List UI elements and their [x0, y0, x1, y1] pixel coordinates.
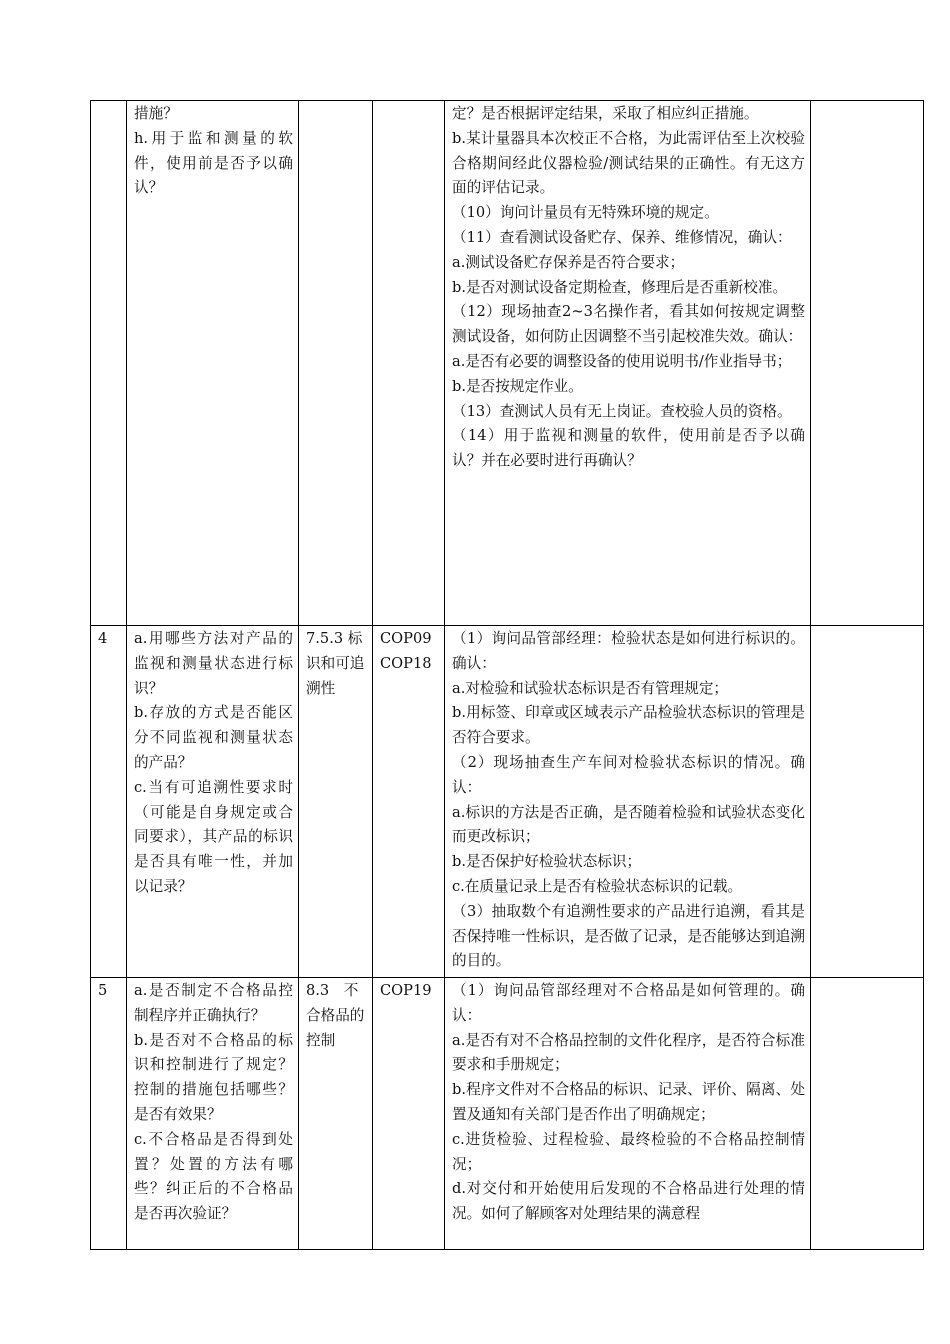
question-line: a.是否制定不合格品控制程序并正确执行？	[134, 982, 293, 1024]
method-line: b.某计量器具本次校正不合格，为此需评估至上次校验合格期间经此仪器检验/测试结果的正确性。有无这方面的评估记录。	[452, 129, 805, 197]
method-line: c.进货检验、过程检验、最终检验的不合格品控制情况；	[452, 1130, 805, 1173]
row-number-cell	[91, 101, 127, 626]
method-line: （1）询问品管部经理：检验状态是如何进行标识的。确认：	[452, 630, 805, 672]
standard-clause-cell	[299, 101, 373, 626]
question-line: c.不合格品是否得到处置？处置的方法有哪些？纠正后的不合格品是否再次验证？	[134, 1130, 293, 1223]
method-line: b.用标签、印章或区域表示产品检验状态标识的管理是否符合要求。	[452, 704, 805, 747]
remark-cell	[811, 626, 924, 978]
method-line: b.是否保护好检验状态标识；	[452, 853, 642, 871]
method-line: （2）现场抽查生产车间对检验状态标识的情况。确认：	[452, 753, 805, 796]
question-line: 措施？	[134, 105, 178, 122]
question-line: b.是否对不合格品的标识和控制进行了规定？控制的措施包括哪些？是否有效果？	[134, 1031, 293, 1123]
standard-clause-cell: 7.5.3 标识和可追溯性	[299, 626, 373, 978]
question-line: h.用于监和测量的软件，使用前是否予以确认？	[134, 129, 293, 197]
method-line: d.对交付和开始使用后发现的不合格品进行处理的情况。如何了解顾客对处理结果的满意程	[452, 1180, 805, 1223]
audit-question-cell	[127, 978, 299, 1250]
method-line: （1）询问品管部经理对不合格品是如何管理的。确认：	[452, 982, 805, 1024]
audit-question-cell	[127, 626, 299, 978]
audit-checklist-table	[90, 100, 924, 1250]
method-line: （13）查测试人员有无上岗证。查校验人员的资格。	[452, 402, 792, 420]
method-line: （11）查看测试设备贮存、保养、维修情况，确认：	[452, 228, 792, 246]
document-code: COP18	[380, 654, 432, 672]
method-line: 定？是否根据评定结果，采取了相应纠正措施。	[452, 105, 759, 122]
method-line: a.测试设备贮存保养是否符合要求；	[452, 253, 685, 271]
method-line: （14）用于监视和测量的软件，使用前是否予以确认？并在必要时进行再确认？	[452, 427, 805, 470]
method-line: a.对检验和试验状态标识是否有管理规定；	[452, 679, 729, 697]
method-line: b.程序文件对不合格品的标识、记录、评价、隔离、处置及通知有关部门是否作出了明确规定；	[452, 1081, 805, 1123]
row-number-cell: 4	[91, 626, 127, 978]
method-line: b.是否对测试设备定期检查，修理后是否重新校准。	[452, 278, 788, 296]
document-reference-cell	[373, 978, 445, 1250]
method-line: （3）抽取数个有追溯性要求的产品进行追溯，看其是否保持唯一性标识，是否做了记录，是否能够达到追溯的目的。	[452, 902, 805, 970]
document-code: COP09	[380, 630, 432, 647]
audit-method-cell	[445, 626, 811, 978]
audit-method-cell	[445, 101, 811, 626]
document-code: COP19	[380, 982, 432, 999]
method-line: a.是否有对不合格品控制的文件化程序，是否符合标准要求和手册规定；	[452, 1031, 805, 1074]
question-line: b.存放的方式是否能区分不同监视和测量状态的产品？	[134, 704, 293, 771]
remark-cell	[811, 978, 924, 1250]
document-reference-cell	[373, 626, 445, 978]
row-number-cell: 5	[91, 978, 127, 1250]
audit-question-cell	[127, 101, 299, 626]
question-line: c.当有可追溯性要求时（可能是自身规定或合同要求），其产品的标识是否具有唯一性，并加以记录？	[134, 778, 293, 895]
method-line: c.在质量记录上是否有检验状态标识的记载。	[452, 877, 743, 895]
method-line: a.标识的方法是否正确，是否随着检验和试验状态变化而更改标识；	[452, 803, 805, 846]
standard-clause-cell: 8.3 不合格品的控制	[299, 978, 373, 1250]
question-line: a.用哪些方法对产品的监视和测量状态进行标识？	[134, 630, 293, 697]
table-row	[91, 626, 924, 978]
method-line: a.是否有必要的调整设备的使用说明书/作业指导书；	[452, 352, 792, 370]
method-line: （12）现场抽查2~3名操作者，看其如何按规定调整测试设备，如何防止因调整不当引起校准失效。确认：	[452, 303, 805, 346]
document-reference-cell	[373, 101, 445, 626]
table-row	[91, 101, 924, 626]
remark-cell	[811, 101, 924, 626]
table-row	[91, 978, 924, 1250]
method-line: （10）询问计量员有无特殊环境的规定。	[452, 204, 719, 222]
audit-method-cell	[445, 978, 811, 1250]
method-line: b.是否按规定作业。	[452, 377, 583, 395]
